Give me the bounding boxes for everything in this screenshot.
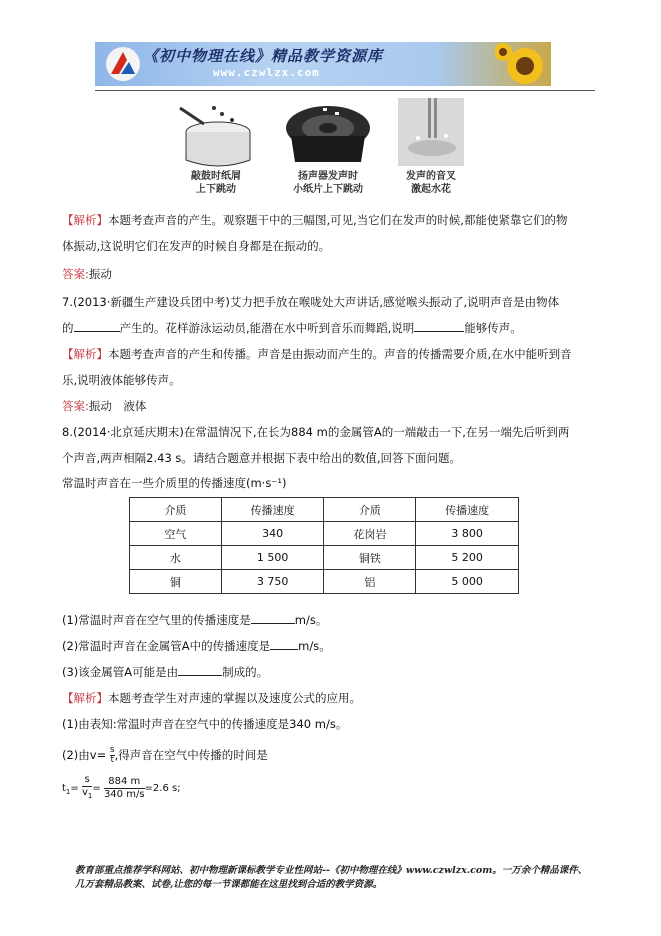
answer-blank[interactable]	[251, 612, 295, 624]
table-cell: 3 750	[221, 570, 324, 594]
q7-answer: 答案:振动 液体	[62, 399, 147, 413]
q7-stem-line2: 的 产生的。花样游泳运动员,能潜在水中听到音乐而舞蹈,说明 能够传声。	[62, 321, 522, 335]
figure-caption: 扬声器发声时 小纸片上下跳动	[293, 171, 363, 195]
q8-analysis: 【解析】本题考查学生对声速的掌握以及速度公式的应用。	[62, 691, 361, 705]
figure-caption: 敲鼓时纸屑 上下跳动	[191, 171, 241, 195]
table-header-row	[130, 498, 519, 522]
table-cell: 水	[130, 546, 222, 570]
footer-line2: 几万套精品教案、试卷,让您的每一节课都能在这里找到合适的教学资源。	[75, 879, 383, 890]
banner-url: www.czwlzx.com	[213, 66, 320, 79]
header-banner	[95, 42, 551, 86]
table-header-cell: 介质	[130, 498, 222, 522]
table-row	[130, 570, 519, 594]
table-cell: 340	[221, 522, 324, 546]
q8-stem-line1: 8.(2014·北京延庆期末)在常温情况下,在长为884 m的金属管A的一端敲击一下,在另一端先后听到两	[62, 425, 570, 439]
table-cell: 5 200	[416, 546, 519, 570]
tuning-fork-figure	[398, 98, 464, 166]
table-cell: 铜	[130, 570, 222, 594]
q6-analysis-line2: 体振动,这说明它们在发声的时候自身都是在振动的。	[62, 239, 331, 253]
answer-blank[interactable]	[178, 664, 222, 676]
q8-stem-line2: 个声音,两声相隔2.43 s。请结合题意并根据下表中给出的数值,回答下面问题。	[62, 451, 462, 465]
q7-stem-line1: 7.(2013·新疆生产建设兵团中考)艾力把手放在喉咙处大声讲话,感觉喉头振动了,说明声音是由物体	[62, 295, 560, 309]
drum-figure	[170, 98, 260, 168]
table-cell: 空气	[130, 522, 222, 546]
q6-analysis: 【解析】本题考查声音的产生。观察题干中的三幅图,可见,当它们在发声的时候,都能使紧靠它们的物	[62, 213, 568, 227]
q8-sub2: (2)常温时声音在金属管A中的传播速度是 m/s。	[62, 639, 331, 653]
banner-title: 《初中物理在线》精品教学资源库	[143, 47, 384, 65]
q8-solution2: (2)由v= $\frac{s}{t}$ ,得声音在空气中传播的时间是	[62, 745, 268, 765]
table-cell: 5 000	[416, 570, 519, 594]
q7-analysis: 【解析】本题考查声音的产生和传播。声音是由振动而产生的。声音的传播需要介质,在水中能听到音	[62, 347, 572, 361]
fraction-884-over-340: $\frac{884 m}{340 m/s}$	[103, 775, 145, 800]
answer-blank[interactable]	[270, 638, 298, 650]
answer-blank[interactable]	[414, 320, 464, 332]
table-row	[130, 522, 519, 546]
header-divider	[95, 90, 595, 91]
table-header-cell: 传播速度	[221, 498, 324, 522]
speaker-figure	[283, 98, 373, 168]
speed-table	[129, 497, 519, 594]
logo-icon	[103, 44, 143, 84]
table-cell: 铝	[324, 570, 416, 594]
fraction-s-over-t: $\frac{s}{t}$	[109, 745, 115, 765]
figure-caption: 发声的音叉 激起水花	[406, 171, 456, 195]
q8-solution3: $t_1=$ $\frac{s}{v_1}$ = $\frac{884 m}{340 m/s}$ =2.6 s;	[62, 774, 181, 800]
table-cell: 花岗岩	[324, 522, 416, 546]
q8-solution1: (1)由表知:常温时声音在空气中的传播速度是340 m/s。	[62, 717, 348, 731]
table-cell: 1 500	[221, 546, 324, 570]
table-row	[130, 546, 519, 570]
footer	[75, 864, 588, 892]
table-header-cell: 介质	[324, 498, 416, 522]
fraction-s-over-v1: $\frac{s}{v_1}$	[81, 774, 93, 800]
footer-line1: 教育部重点推荐学科网站、初中物理新课标教学专业性网站--《初中物理在线》www.czwlzx.com。一万余个精品课件、	[75, 865, 588, 876]
q8-sub3: (3)该金属管A可能是由 制成的。	[62, 665, 269, 679]
sunflower-icon	[495, 42, 551, 86]
table-header-cell: 传播速度	[416, 498, 519, 522]
answer-blank[interactable]	[74, 320, 120, 332]
table-cell: 铜铁	[324, 546, 416, 570]
table-caption: 常温时声音在一些介质里的传播速度(m·s⁻¹)	[62, 476, 287, 490]
q7-analysis-line2: 乐,说明液体能够传声。	[62, 373, 181, 387]
table-cell: 3 800	[416, 522, 519, 546]
q6-answer: 答案:振动	[62, 267, 112, 281]
q8-sub1: (1)常温时声音在空气里的传播速度是 m/s。	[62, 613, 328, 627]
